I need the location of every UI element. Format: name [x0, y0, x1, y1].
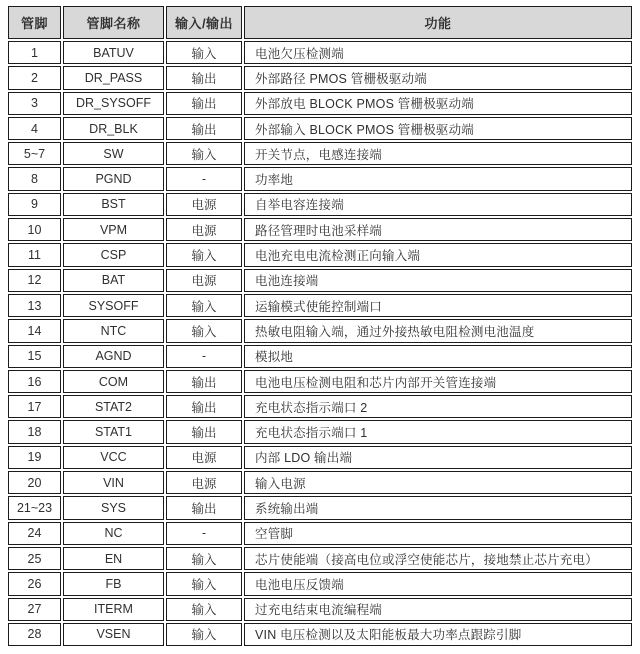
pin-name-cell: NC — [63, 522, 164, 545]
pin-number-cell: 28 — [8, 623, 61, 646]
pin-number-cell: 2 — [8, 66, 61, 89]
pin-function-cell: 热敏电阻输入端，通过外接热敏电阻检测电池温度 — [244, 319, 632, 342]
pin-io-cell: 输入 — [166, 319, 242, 342]
pin-number-cell: 17 — [8, 395, 61, 418]
pin-number-cell: 12 — [8, 269, 61, 292]
table-row — [8, 598, 632, 621]
table-row — [8, 623, 632, 646]
pin-io-cell: 输出 — [166, 496, 242, 519]
pin-name-cell: VCC — [63, 446, 164, 469]
pin-number-cell: 20 — [8, 471, 61, 494]
table-row — [8, 294, 632, 317]
pin-io-cell: 输入 — [166, 623, 242, 646]
table-row — [8, 496, 632, 519]
pin-io-cell: 电源 — [166, 471, 242, 494]
table-row — [8, 243, 632, 266]
pin-io-cell: 输入 — [166, 243, 242, 266]
table-row — [8, 471, 632, 494]
pin-number-cell: 25 — [8, 547, 61, 570]
pin-io-cell: - — [166, 167, 242, 190]
table-row — [8, 572, 632, 595]
pin-number-cell: 11 — [8, 243, 61, 266]
table-row — [8, 41, 632, 64]
pin-number-cell: 9 — [8, 193, 61, 216]
table-row — [8, 269, 632, 292]
pin-number-cell: 3 — [8, 92, 61, 115]
pin-name-cell: STAT2 — [63, 395, 164, 418]
table-row — [8, 370, 632, 393]
pin-io-cell: 输出 — [166, 117, 242, 140]
pin-io-cell: 电源 — [166, 218, 242, 241]
header-pin: 管脚 — [8, 6, 61, 39]
pin-function-cell: 电池充电电流检测正向输入端 — [244, 243, 632, 266]
pin-name-cell: SW — [63, 142, 164, 165]
table-row — [8, 117, 632, 140]
pin-number-cell: 21~23 — [8, 496, 61, 519]
table-body — [8, 41, 632, 646]
pin-function-cell: VIN 电压检测以及太阳能板最大功率点跟踪引脚 — [244, 623, 632, 646]
table-row — [8, 142, 632, 165]
pin-io-cell: 电源 — [166, 193, 242, 216]
pin-io-cell: - — [166, 345, 242, 368]
pin-name-cell: DR_PASS — [63, 66, 164, 89]
pin-name-cell: SYS — [63, 496, 164, 519]
pin-name-cell: NTC — [63, 319, 164, 342]
pin-function-cell: 充电状态指示端口 2 — [244, 395, 632, 418]
pin-number-cell: 24 — [8, 522, 61, 545]
pin-function-cell: 外部放电 BLOCK PMOS 管栅极驱动端 — [244, 92, 632, 115]
pin-io-cell: 输入 — [166, 572, 242, 595]
pin-function-cell: 芯片使能端（接高电位或浮空使能芯片，接地禁止芯片充电） — [244, 547, 632, 570]
pin-function-cell: 电池电压反馈端 — [244, 572, 632, 595]
table-row — [8, 167, 632, 190]
pin-number-cell: 10 — [8, 218, 61, 241]
pin-name-cell: ITERM — [63, 598, 164, 621]
pin-name-cell: AGND — [63, 345, 164, 368]
header-io: 输入/输出 — [166, 6, 242, 39]
pin-io-cell: - — [166, 522, 242, 545]
pin-name-cell: VPM — [63, 218, 164, 241]
pin-function-cell: 外部路径 PMOS 管栅极驱动端 — [244, 66, 632, 89]
pin-number-cell: 13 — [8, 294, 61, 317]
pin-function-cell: 充电状态指示端口 1 — [244, 420, 632, 443]
table-row — [8, 395, 632, 418]
pin-function-cell: 功率地 — [244, 167, 632, 190]
pin-name-cell: BAT — [63, 269, 164, 292]
pin-number-cell: 26 — [8, 572, 61, 595]
pin-function-cell: 内部 LDO 输出端 — [244, 446, 632, 469]
table-header — [8, 6, 632, 39]
pin-function-cell: 外部输入 BLOCK PMOS 管栅极驱动端 — [244, 117, 632, 140]
pin-io-cell: 输出 — [166, 92, 242, 115]
table-row — [8, 218, 632, 241]
pin-name-cell: CSP — [63, 243, 164, 266]
pin-function-cell: 自举电容连接端 — [244, 193, 632, 216]
table-row — [8, 420, 632, 443]
pin-io-cell: 电源 — [166, 269, 242, 292]
pin-function-cell: 电池欠压检测端 — [244, 41, 632, 64]
pin-function-cell: 运输模式使能控制端口 — [244, 294, 632, 317]
table-row — [8, 547, 632, 570]
pin-function-cell: 电池电压检测电阻和芯片内部开关管连接端 — [244, 370, 632, 393]
pin-function-cell: 输入电源 — [244, 471, 632, 494]
pin-number-cell: 16 — [8, 370, 61, 393]
table-row — [8, 446, 632, 469]
pin-name-cell: FB — [63, 572, 164, 595]
pin-name-cell: DR_BLK — [63, 117, 164, 140]
pin-io-cell: 输入 — [166, 142, 242, 165]
pin-io-cell: 电源 — [166, 446, 242, 469]
pin-name-cell: EN — [63, 547, 164, 570]
table-row — [8, 92, 632, 115]
pin-name-cell: COM — [63, 370, 164, 393]
header-row — [8, 6, 632, 39]
pin-function-cell: 开关节点，电感连接端 — [244, 142, 632, 165]
pin-number-cell: 1 — [8, 41, 61, 64]
pin-name-cell: PGND — [63, 167, 164, 190]
pin-io-cell: 输出 — [166, 370, 242, 393]
pin-function-cell: 电池连接端 — [244, 269, 632, 292]
pin-name-cell: DR_SYSOFF — [63, 92, 164, 115]
pin-number-cell: 15 — [8, 345, 61, 368]
pin-name-cell: VSEN — [63, 623, 164, 646]
pin-number-cell: 18 — [8, 420, 61, 443]
pin-number-cell: 8 — [8, 167, 61, 190]
table-row — [8, 345, 632, 368]
pin-io-cell: 输出 — [166, 420, 242, 443]
pin-number-cell: 5~7 — [8, 142, 61, 165]
header-function: 功能 — [244, 6, 632, 39]
table-row — [8, 319, 632, 342]
pin-name-cell: BATUV — [63, 41, 164, 64]
pin-function-table — [6, 4, 634, 648]
table-row — [8, 193, 632, 216]
table-row — [8, 522, 632, 545]
header-pin-name: 管脚名称 — [63, 6, 164, 39]
pin-function-cell: 空管脚 — [244, 522, 632, 545]
pin-number-cell: 27 — [8, 598, 61, 621]
pin-function-cell: 模拟地 — [244, 345, 632, 368]
pin-number-cell: 14 — [8, 319, 61, 342]
pin-io-cell: 输入 — [166, 598, 242, 621]
pin-function-cell: 路径管理时电池采样端 — [244, 218, 632, 241]
pin-name-cell: BST — [63, 193, 164, 216]
pin-io-cell: 输出 — [166, 395, 242, 418]
table-row — [8, 66, 632, 89]
pin-function-cell: 过充电结束电流编程端 — [244, 598, 632, 621]
pin-name-cell: VIN — [63, 471, 164, 494]
pin-number-cell: 19 — [8, 446, 61, 469]
pin-io-cell: 输入 — [166, 41, 242, 64]
pin-name-cell: SYSOFF — [63, 294, 164, 317]
pin-function-cell: 系统输出端 — [244, 496, 632, 519]
pin-name-cell: STAT1 — [63, 420, 164, 443]
pin-number-cell: 4 — [8, 117, 61, 140]
pin-io-cell: 输入 — [166, 547, 242, 570]
pin-io-cell: 输入 — [166, 294, 242, 317]
pin-io-cell: 输出 — [166, 66, 242, 89]
